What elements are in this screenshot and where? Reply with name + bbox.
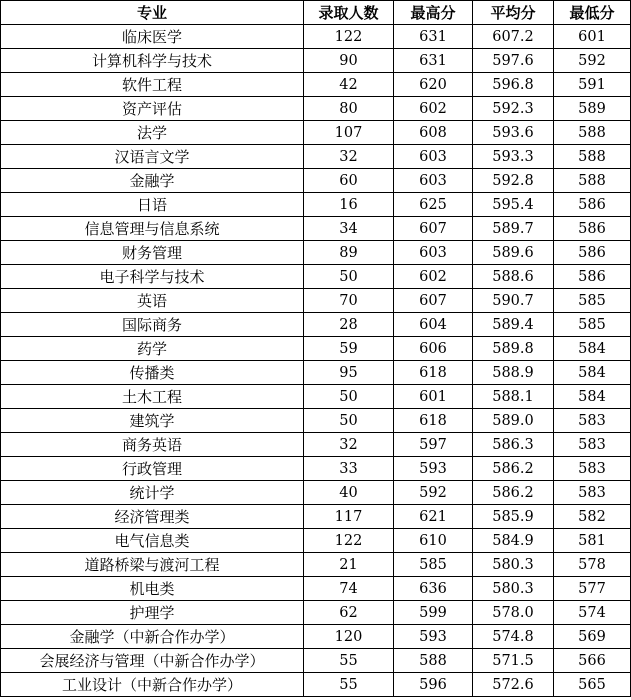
min-score-cell: 584 <box>554 385 631 409</box>
major-cell: 统计学 <box>1 481 304 505</box>
major-cell: 国际商务 <box>1 313 304 337</box>
table-row <box>1 625 631 649</box>
table-row <box>1 289 631 313</box>
major-cell: 信息管理与信息系统 <box>1 217 304 241</box>
table-row <box>1 577 631 601</box>
major-cell: 行政管理 <box>1 457 304 481</box>
table-row <box>1 217 631 241</box>
avg-score-cell: 589.0 <box>473 409 554 433</box>
table-row <box>1 361 631 385</box>
max-score-cell: 596 <box>394 673 473 697</box>
table-row <box>1 337 631 361</box>
major-cell: 汉语言文学 <box>1 145 304 169</box>
avg-score-cell: 597.6 <box>473 49 554 73</box>
admitted-count-cell: 107 <box>304 121 394 145</box>
max-score-cell: 603 <box>394 241 473 265</box>
header-max-score: 最高分 <box>394 1 473 25</box>
admitted-count-cell: 59 <box>304 337 394 361</box>
admitted-count-cell: 50 <box>304 409 394 433</box>
avg-score-cell: 592.3 <box>473 97 554 121</box>
major-cell: 道路桥梁与渡河工程 <box>1 553 304 577</box>
major-cell: 临床医学 <box>1 25 304 49</box>
max-score-cell: 601 <box>394 385 473 409</box>
major-cell: 英语 <box>1 289 304 313</box>
admitted-count-cell: 89 <box>304 241 394 265</box>
table-row <box>1 481 631 505</box>
table-row <box>1 145 631 169</box>
admitted-count-cell: 122 <box>304 529 394 553</box>
avg-score-cell: 586.2 <box>473 481 554 505</box>
admitted-count-cell: 120 <box>304 625 394 649</box>
table-row <box>1 241 631 265</box>
min-score-cell: 577 <box>554 577 631 601</box>
admitted-count-cell: 50 <box>304 265 394 289</box>
max-score-cell: 603 <box>394 145 473 169</box>
min-score-cell: 586 <box>554 265 631 289</box>
table-header <box>1 1 631 25</box>
avg-score-cell: 580.3 <box>473 553 554 577</box>
admitted-count-cell: 55 <box>304 673 394 697</box>
min-score-cell: 592 <box>554 49 631 73</box>
avg-score-cell: 589.6 <box>473 241 554 265</box>
avg-score-cell: 574.8 <box>473 625 554 649</box>
major-cell: 财务管理 <box>1 241 304 265</box>
max-score-cell: 610 <box>394 529 473 553</box>
avg-score-cell: 593.6 <box>473 121 554 145</box>
table-row <box>1 169 631 193</box>
avg-score-cell: 586.3 <box>473 433 554 457</box>
avg-score-cell: 588.6 <box>473 265 554 289</box>
table-row <box>1 649 631 673</box>
avg-score-cell: 593.3 <box>473 145 554 169</box>
min-score-cell: 589 <box>554 97 631 121</box>
major-cell: 药学 <box>1 337 304 361</box>
major-cell: 经济管理类 <box>1 505 304 529</box>
max-score-cell: 618 <box>394 361 473 385</box>
max-score-cell: 636 <box>394 577 473 601</box>
table-row <box>1 601 631 625</box>
min-score-cell: 578 <box>554 553 631 577</box>
max-score-cell: 585 <box>394 553 473 577</box>
admitted-count-cell: 60 <box>304 169 394 193</box>
admitted-count-cell: 90 <box>304 49 394 73</box>
table-row <box>1 673 631 697</box>
major-cell: 日语 <box>1 193 304 217</box>
major-cell: 护理学 <box>1 601 304 625</box>
min-score-cell: 586 <box>554 217 631 241</box>
avg-score-cell: 578.0 <box>473 601 554 625</box>
admitted-count-cell: 95 <box>304 361 394 385</box>
header-row <box>1 1 631 25</box>
max-score-cell: 607 <box>394 217 473 241</box>
avg-score-cell: 580.3 <box>473 577 554 601</box>
table-row <box>1 265 631 289</box>
major-cell: 计算机科学与技术 <box>1 49 304 73</box>
min-score-cell: 565 <box>554 673 631 697</box>
table-row <box>1 505 631 529</box>
max-score-cell: 607 <box>394 289 473 313</box>
avg-score-cell: 584.9 <box>473 529 554 553</box>
admitted-count-cell: 32 <box>304 433 394 457</box>
table-row <box>1 121 631 145</box>
min-score-cell: 601 <box>554 25 631 49</box>
avg-score-cell: 590.7 <box>473 289 554 313</box>
max-score-cell: 603 <box>394 169 473 193</box>
min-score-cell: 586 <box>554 241 631 265</box>
min-score-cell: 583 <box>554 457 631 481</box>
major-cell: 工业设计（中新合作办学） <box>1 673 304 697</box>
avg-score-cell: 589.8 <box>473 337 554 361</box>
max-score-cell: 602 <box>394 97 473 121</box>
admitted-count-cell: 33 <box>304 457 394 481</box>
major-cell: 金融学 <box>1 169 304 193</box>
max-score-cell: 597 <box>394 433 473 457</box>
table-row <box>1 433 631 457</box>
major-cell: 传播类 <box>1 361 304 385</box>
admitted-count-cell: 50 <box>304 385 394 409</box>
min-score-cell: 581 <box>554 529 631 553</box>
table-row <box>1 49 631 73</box>
table-row <box>1 529 631 553</box>
avg-score-cell: 589.7 <box>473 217 554 241</box>
max-score-cell: 593 <box>394 625 473 649</box>
avg-score-cell: 596.8 <box>473 73 554 97</box>
table-row <box>1 457 631 481</box>
major-cell: 商务英语 <box>1 433 304 457</box>
admitted-count-cell: 42 <box>304 73 394 97</box>
max-score-cell: 592 <box>394 481 473 505</box>
avg-score-cell: 585.9 <box>473 505 554 529</box>
max-score-cell: 625 <box>394 193 473 217</box>
admitted-count-cell: 74 <box>304 577 394 601</box>
major-cell: 电气信息类 <box>1 529 304 553</box>
header-admitted-count: 录取人数 <box>304 1 394 25</box>
min-score-cell: 591 <box>554 73 631 97</box>
min-score-cell: 569 <box>554 625 631 649</box>
max-score-cell: 588 <box>394 649 473 673</box>
major-cell: 法学 <box>1 121 304 145</box>
major-cell: 土木工程 <box>1 385 304 409</box>
min-score-cell: 586 <box>554 193 631 217</box>
max-score-cell: 608 <box>394 121 473 145</box>
min-score-cell: 582 <box>554 505 631 529</box>
min-score-cell: 588 <box>554 145 631 169</box>
avg-score-cell: 592.8 <box>473 169 554 193</box>
table-row <box>1 193 631 217</box>
major-cell: 电子科学与技术 <box>1 265 304 289</box>
admitted-count-cell: 16 <box>304 193 394 217</box>
min-score-cell: 583 <box>554 433 631 457</box>
avg-score-cell: 571.5 <box>473 649 554 673</box>
admitted-count-cell: 21 <box>304 553 394 577</box>
admitted-count-cell: 117 <box>304 505 394 529</box>
major-cell: 机电类 <box>1 577 304 601</box>
major-cell: 金融学（中新合作办学） <box>1 625 304 649</box>
min-score-cell: 583 <box>554 409 631 433</box>
avg-score-cell: 588.1 <box>473 385 554 409</box>
min-score-cell: 588 <box>554 169 631 193</box>
header-major: 专业 <box>1 1 304 25</box>
min-score-cell: 566 <box>554 649 631 673</box>
admitted-count-cell: 122 <box>304 25 394 49</box>
avg-score-cell: 589.4 <box>473 313 554 337</box>
max-score-cell: 604 <box>394 313 473 337</box>
admitted-count-cell: 70 <box>304 289 394 313</box>
table-body <box>1 25 631 697</box>
table-row <box>1 73 631 97</box>
avg-score-cell: 572.6 <box>473 673 554 697</box>
table-row <box>1 409 631 433</box>
avg-score-cell: 595.4 <box>473 193 554 217</box>
major-cell: 建筑学 <box>1 409 304 433</box>
table-row <box>1 97 631 121</box>
min-score-cell: 584 <box>554 337 631 361</box>
min-score-cell: 584 <box>554 361 631 385</box>
min-score-cell: 588 <box>554 121 631 145</box>
avg-score-cell: 586.2 <box>473 457 554 481</box>
min-score-cell: 585 <box>554 313 631 337</box>
admitted-count-cell: 28 <box>304 313 394 337</box>
major-cell: 软件工程 <box>1 73 304 97</box>
header-avg-score: 平均分 <box>473 1 554 25</box>
admitted-count-cell: 80 <box>304 97 394 121</box>
max-score-cell: 602 <box>394 265 473 289</box>
admitted-count-cell: 34 <box>304 217 394 241</box>
admitted-count-cell: 62 <box>304 601 394 625</box>
min-score-cell: 583 <box>554 481 631 505</box>
max-score-cell: 620 <box>394 73 473 97</box>
max-score-cell: 631 <box>394 49 473 73</box>
max-score-cell: 621 <box>394 505 473 529</box>
table-row <box>1 25 631 49</box>
max-score-cell: 606 <box>394 337 473 361</box>
header-min-score: 最低分 <box>554 1 631 25</box>
major-cell: 会展经济与管理（中新合作办学） <box>1 649 304 673</box>
max-score-cell: 593 <box>394 457 473 481</box>
max-score-cell: 618 <box>394 409 473 433</box>
min-score-cell: 574 <box>554 601 631 625</box>
avg-score-cell: 607.2 <box>473 25 554 49</box>
table-row <box>1 313 631 337</box>
admitted-count-cell: 32 <box>304 145 394 169</box>
admitted-count-cell: 55 <box>304 649 394 673</box>
table-row <box>1 553 631 577</box>
max-score-cell: 631 <box>394 25 473 49</box>
min-score-cell: 585 <box>554 289 631 313</box>
max-score-cell: 599 <box>394 601 473 625</box>
table-row <box>1 385 631 409</box>
avg-score-cell: 588.9 <box>473 361 554 385</box>
admitted-count-cell: 40 <box>304 481 394 505</box>
major-cell: 资产评估 <box>1 97 304 121</box>
